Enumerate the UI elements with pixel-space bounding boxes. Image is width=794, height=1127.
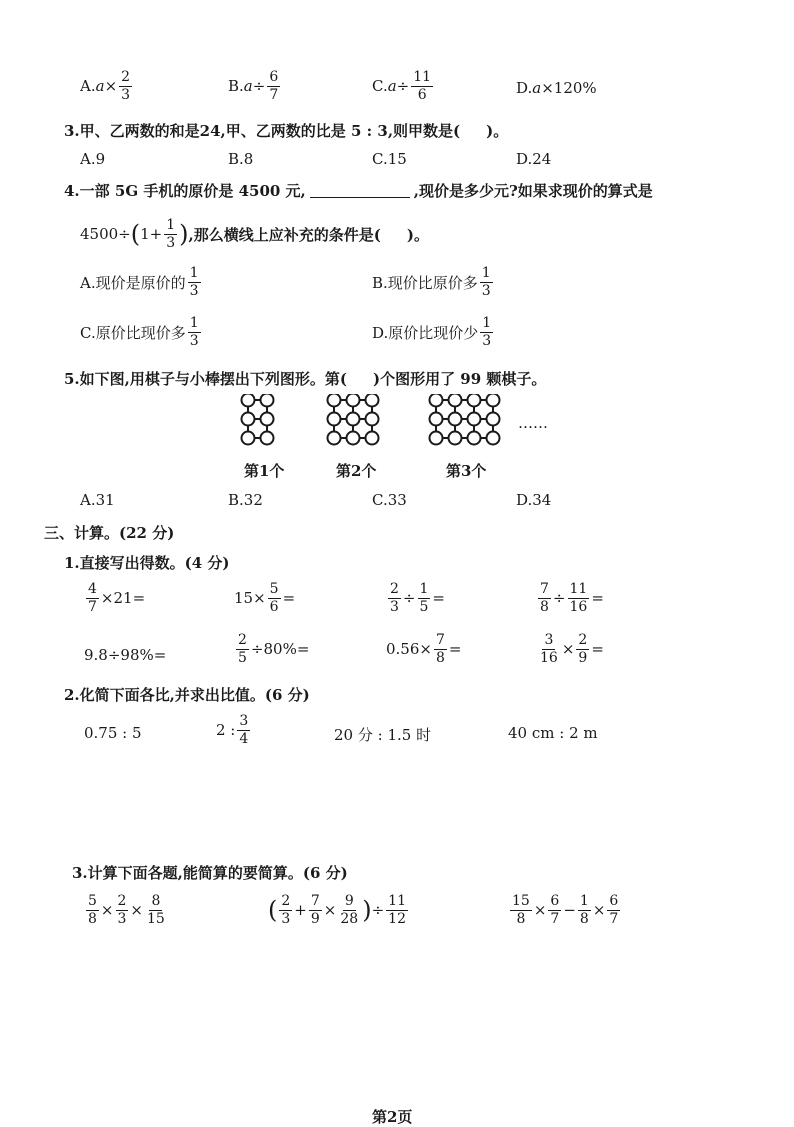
- q4-stem: [64, 180, 653, 201]
- chess-piece: [366, 432, 379, 445]
- numerator: 5: [269, 581, 279, 597]
- q3-option-a: A.9: [80, 150, 106, 168]
- variable-a: a: [243, 77, 253, 96]
- variable-a: a: [387, 77, 397, 96]
- fraction: [268, 582, 281, 614]
- expr-tail: ×21=: [100, 589, 146, 608]
- calc2-title: 2.化简下面各比,并求出比值。(6 分): [64, 686, 310, 704]
- formula-start: 4500÷: [80, 225, 131, 244]
- numerator: 7: [540, 581, 549, 597]
- denominator: 8: [435, 649, 445, 666]
- expr-tail: ÷80%=: [250, 640, 310, 659]
- q2-option-c: [372, 70, 435, 102]
- q5-option-d: D.34: [516, 491, 552, 509]
- denominator: 6: [417, 86, 427, 103]
- calc1-expr-6: [234, 633, 309, 665]
- fraction: [116, 894, 129, 926]
- denominator: 12: [388, 910, 406, 927]
- chess-piece: [487, 413, 500, 426]
- denominator: 16: [569, 598, 588, 615]
- paren-open: (: [268, 896, 278, 925]
- chess-piece: [261, 394, 274, 407]
- denominator: 15: [147, 910, 165, 927]
- fraction: [164, 218, 177, 250]
- chess-piece: [430, 413, 443, 426]
- numerator: 9: [344, 893, 354, 909]
- denominator: 7: [269, 86, 279, 103]
- chess-piece: [347, 413, 360, 426]
- option-label: B.: [228, 77, 244, 96]
- numerator: 7: [435, 632, 445, 648]
- chess-piece: [366, 394, 379, 407]
- chess-piece: [468, 413, 481, 426]
- numerator: 2: [578, 632, 588, 648]
- q3-option-b: B.8: [228, 150, 254, 168]
- ratio-head: 2 :: [216, 721, 236, 740]
- q4-option-c: [80, 316, 203, 348]
- fraction: [510, 894, 532, 926]
- numerator: 15: [512, 893, 530, 909]
- numerator: 3: [239, 713, 249, 729]
- ratio-2: [216, 714, 252, 746]
- denominator: 3: [390, 598, 399, 615]
- numerator: 1: [481, 265, 491, 281]
- denominator: 9: [310, 910, 320, 927]
- q3-option-d: D.24: [516, 150, 552, 168]
- denominator: 3: [189, 282, 199, 299]
- expr-head: 15×: [234, 589, 266, 608]
- chess-piece: [366, 413, 379, 426]
- chess-piece: [430, 432, 443, 445]
- calc3-expr-2: [268, 894, 410, 926]
- q5-stem-end: )个图形用了 99 颗棋子。: [372, 370, 547, 388]
- fraction: [538, 582, 551, 614]
- figure-label-3: 第3个: [446, 462, 487, 480]
- denominator: 7: [550, 910, 560, 927]
- numerator: 1: [166, 217, 176, 233]
- q5-option-a: A.31: [80, 491, 115, 509]
- fraction: [568, 582, 590, 614]
- denominator: 7: [88, 598, 97, 615]
- numerator: 4: [88, 581, 97, 597]
- option-text: B.现价比原价多: [372, 273, 478, 292]
- calc1-expr-7: [386, 633, 461, 665]
- chess-piece: [449, 394, 462, 407]
- expr-head: 0.56×: [386, 640, 432, 659]
- option-text: A.现价是原价的: [80, 273, 186, 292]
- chess-piece: [487, 432, 500, 445]
- numerator: 2: [281, 893, 291, 909]
- calc1-expr-2: [234, 582, 295, 614]
- calc1-title: 1.直接写出得数。(4 分): [64, 554, 230, 572]
- q5-stem: [64, 368, 546, 389]
- denominator: 6: [269, 598, 279, 615]
- operator: ×: [592, 901, 606, 920]
- fraction: [576, 633, 589, 665]
- fraction: [86, 582, 99, 614]
- q4-option-b: [372, 266, 495, 298]
- operator: ÷: [371, 901, 385, 920]
- fraction: [480, 266, 493, 298]
- denominator: 8: [579, 910, 589, 927]
- figure-label-2: 第2个: [336, 462, 377, 480]
- operator: ÷: [396, 77, 410, 96]
- chess-piece: [487, 394, 500, 407]
- denominator: 8: [88, 910, 97, 927]
- numerator: 2: [121, 69, 131, 85]
- numerator: 2: [390, 581, 399, 597]
- fraction: [338, 894, 360, 926]
- expr-tail: =: [432, 589, 445, 608]
- q5-option-c: C.33: [372, 491, 407, 509]
- fraction: [279, 894, 292, 926]
- formula-inner: 1+: [140, 225, 163, 244]
- calc1-expr-1: [84, 582, 145, 614]
- operator: −: [563, 901, 576, 920]
- operator: ×: [130, 901, 143, 920]
- formula-tail: ,那么横线上应补充的条件是(: [188, 225, 381, 244]
- formula-close: )。: [406, 225, 429, 244]
- chess-piece: [328, 394, 341, 407]
- q2-option-a: [80, 70, 134, 102]
- q2-option-b: [228, 70, 282, 102]
- numerator: 11: [388, 893, 406, 909]
- denominator: 3: [281, 910, 291, 927]
- operator: ×: [533, 901, 547, 920]
- denominator: 8: [540, 598, 549, 615]
- numerator: 5: [88, 893, 97, 909]
- option-text: D.原价比现价少: [372, 323, 479, 342]
- expr-tail: =: [448, 640, 462, 659]
- chess-piece: [328, 413, 341, 426]
- q2-option-d: [516, 79, 597, 97]
- chess-piece: [347, 394, 360, 407]
- denominator: 8: [516, 910, 526, 927]
- operator: ×: [323, 901, 337, 920]
- chess-piece: [449, 432, 462, 445]
- operator: +: [294, 901, 307, 920]
- chess-piece: [430, 394, 443, 407]
- chess-piece: [468, 394, 481, 407]
- figure-label-1: 第1个: [244, 462, 285, 480]
- chess-piece: [261, 432, 274, 445]
- variable-a: a: [532, 79, 542, 97]
- chess-piece: [328, 432, 341, 445]
- operator: ÷: [552, 589, 566, 608]
- fraction: [538, 633, 560, 665]
- denominator: 3: [117, 910, 127, 927]
- numerator: 1: [579, 893, 589, 909]
- q3-stem: [64, 120, 508, 141]
- operator: ÷: [402, 589, 416, 608]
- ellipsis: ……: [518, 414, 548, 432]
- chess-piece: [449, 413, 462, 426]
- q4-formula: [80, 218, 429, 250]
- numerator: 7: [310, 893, 320, 909]
- option-label: D.: [516, 79, 533, 97]
- denominator: 3: [189, 332, 199, 349]
- fraction: [578, 894, 591, 926]
- denominator: 5: [419, 598, 429, 615]
- calc1-expr-5: 9.8÷98%=: [84, 646, 167, 664]
- option-text: C.原价比现价多: [80, 323, 186, 342]
- numerator: 11: [413, 69, 432, 85]
- numerator: 2: [238, 632, 247, 648]
- calc3-title: 3.计算下面各题,能简算的要简算。(6 分): [72, 864, 348, 882]
- operator: ÷: [252, 77, 266, 96]
- chess-piece: [242, 413, 255, 426]
- denominator: 16: [540, 649, 558, 666]
- q3-option-c: C.15: [372, 150, 407, 168]
- q5-option-b: B.32: [228, 491, 263, 509]
- denominator: 4: [239, 730, 249, 747]
- fraction: [119, 70, 132, 102]
- q4-stem-end: ,现价是多少元?如果求现价的算式是: [413, 182, 653, 200]
- denominator: 9: [578, 649, 588, 666]
- fill-in-line[interactable]: [310, 183, 410, 198]
- fraction: [434, 633, 447, 665]
- q5-stem-text: 5.如下图,用棋子与小棒摆出下列图形。第(: [64, 370, 347, 388]
- numerator: 2: [117, 893, 127, 909]
- chess-pattern-figures: [240, 394, 530, 460]
- numerator: 6: [269, 69, 279, 85]
- chess-piece: [261, 413, 274, 426]
- paren-close: ): [179, 220, 189, 249]
- variable-a: a: [95, 77, 105, 96]
- fraction: [548, 894, 561, 926]
- fraction: [418, 582, 431, 614]
- q4-stem-start: 4.一部 5G 手机的原价是 4500 元,: [64, 182, 306, 200]
- calc1-expr-3: [386, 582, 445, 614]
- fraction: [309, 894, 322, 926]
- page-number: 第2页: [372, 1108, 413, 1126]
- numerator: 11: [569, 581, 588, 597]
- fraction: [237, 714, 250, 746]
- denominator: 28: [340, 910, 359, 927]
- fraction: [607, 894, 620, 926]
- paren-open: (: [130, 220, 141, 249]
- fraction: [267, 70, 280, 102]
- numerator: 3: [544, 632, 554, 648]
- ratio-3: 20 分 : 1.5 时: [334, 726, 432, 744]
- expr-tail: =: [282, 589, 296, 608]
- expr-tail: =: [591, 640, 604, 659]
- fraction: [411, 70, 433, 102]
- q4-option-a: [80, 266, 203, 298]
- chess-piece: [242, 432, 255, 445]
- fraction: [386, 894, 408, 926]
- operator: ×: [100, 901, 114, 920]
- numerator: 1: [189, 265, 199, 281]
- option-label: A.: [80, 77, 96, 96]
- numerator: 1: [189, 315, 199, 331]
- chess-piece: [347, 432, 360, 445]
- expr-tail: =: [591, 589, 604, 608]
- fraction: [188, 316, 201, 348]
- option-text: ×120%: [541, 79, 597, 97]
- chess-piece: [242, 394, 255, 407]
- denominator: 5: [238, 649, 247, 666]
- fraction: [86, 894, 99, 926]
- paren-close: ): [362, 896, 372, 925]
- ratio-1: 0.75 : 5: [84, 724, 142, 742]
- numerator: 6: [550, 893, 560, 909]
- chess-piece: [468, 432, 481, 445]
- calc3-expr-3: [508, 894, 622, 926]
- q3-stem-close: )。: [486, 122, 509, 140]
- calc1-expr-4: [536, 582, 604, 614]
- denominator: 3: [481, 282, 491, 299]
- q3-stem-text: 3.甲、乙两数的和是24,甲、乙两数的比是 5 : 3,则甲数是(: [64, 122, 461, 140]
- fraction: [236, 633, 249, 665]
- fraction: [188, 266, 201, 298]
- denominator: 3: [166, 234, 176, 251]
- numerator: 6: [609, 893, 619, 909]
- numerator: 8: [151, 893, 161, 909]
- fraction: [145, 894, 167, 926]
- section-title: 三、计算。(22 分): [44, 524, 175, 542]
- numerator: 1: [482, 315, 492, 331]
- denominator: 3: [121, 86, 131, 103]
- denominator: 7: [609, 910, 619, 927]
- operator: ×: [104, 77, 118, 96]
- fraction: [388, 582, 401, 614]
- calc1-expr-8: [536, 633, 604, 665]
- q4-option-d: [372, 316, 495, 348]
- calc3-expr-1: [84, 894, 169, 926]
- operator: ×: [561, 640, 575, 659]
- ratio-4: 40 cm : 2 m: [508, 724, 598, 742]
- numerator: 1: [419, 581, 429, 597]
- option-label: C.: [372, 77, 388, 96]
- denominator: 3: [482, 332, 492, 349]
- fraction: [480, 316, 493, 348]
